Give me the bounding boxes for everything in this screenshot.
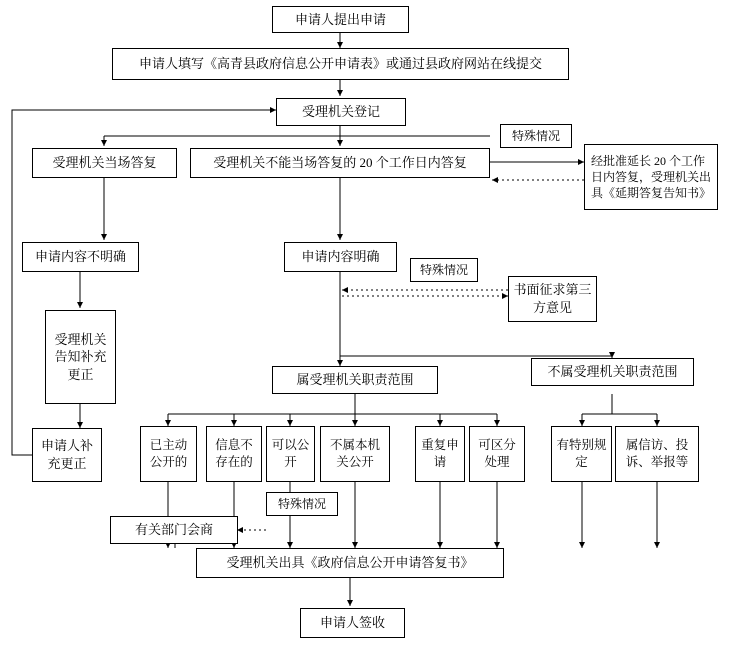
- node-content-unclear: 申请内容不明确: [22, 242, 139, 272]
- node-onsite-reply: 受理机关当场答复: [32, 148, 177, 178]
- node-special-case-1: 特殊情况: [500, 124, 572, 148]
- node-issue-reply-letter: 受理机关出具《政府信息公开申请答复书》: [196, 548, 504, 578]
- node-third-party-opinion: 书面征求第三方意见: [508, 276, 597, 322]
- node-applicant-submits: 申请人提出申请: [272, 6, 409, 33]
- node-can-disclose: 可以公开: [266, 426, 315, 482]
- node-applicant-receipt: 申请人签收: [300, 608, 405, 638]
- node-extension-notice: 经批准延长 20 个工作日内答复，受理机关出具《延期答复告知书》: [584, 144, 718, 210]
- node-already-disclosed: 已主动公开的: [140, 426, 197, 482]
- node-special-provision: 有特别规定: [551, 426, 612, 482]
- node-content-clear: 申请内容明确: [284, 242, 397, 272]
- node-special-case-2: 特殊情况: [410, 258, 478, 282]
- node-special-case-3: 特殊情况: [266, 492, 338, 516]
- node-applicant-supplement: 申请人补充更正: [32, 428, 102, 482]
- node-separable-handling: 可区分处理: [469, 426, 525, 482]
- node-departments-consult: 有关部门会商: [110, 516, 238, 544]
- node-within-scope: 属受理机关职责范围: [272, 366, 438, 394]
- node-20-working-days: 受理机关不能当场答复的 20 个工作日内答复: [190, 148, 490, 178]
- node-fill-form: 申请人填写《高青县政府信息公开申请表》或通过县政府网站在线提交: [112, 48, 569, 80]
- node-not-exist: 信息不存在的: [206, 426, 262, 482]
- node-petition-complaint: 属信访、投诉、举报等: [615, 426, 699, 482]
- node-duplicate-request: 重复申请: [415, 426, 465, 482]
- node-not-this-agency: 不属本机关公开: [320, 426, 390, 482]
- node-notify-supplement: 受理机关告知补充更正: [45, 310, 116, 404]
- node-register: 受理机关登记: [276, 98, 406, 126]
- node-outside-scope: 不属受理机关职责范围: [531, 358, 694, 386]
